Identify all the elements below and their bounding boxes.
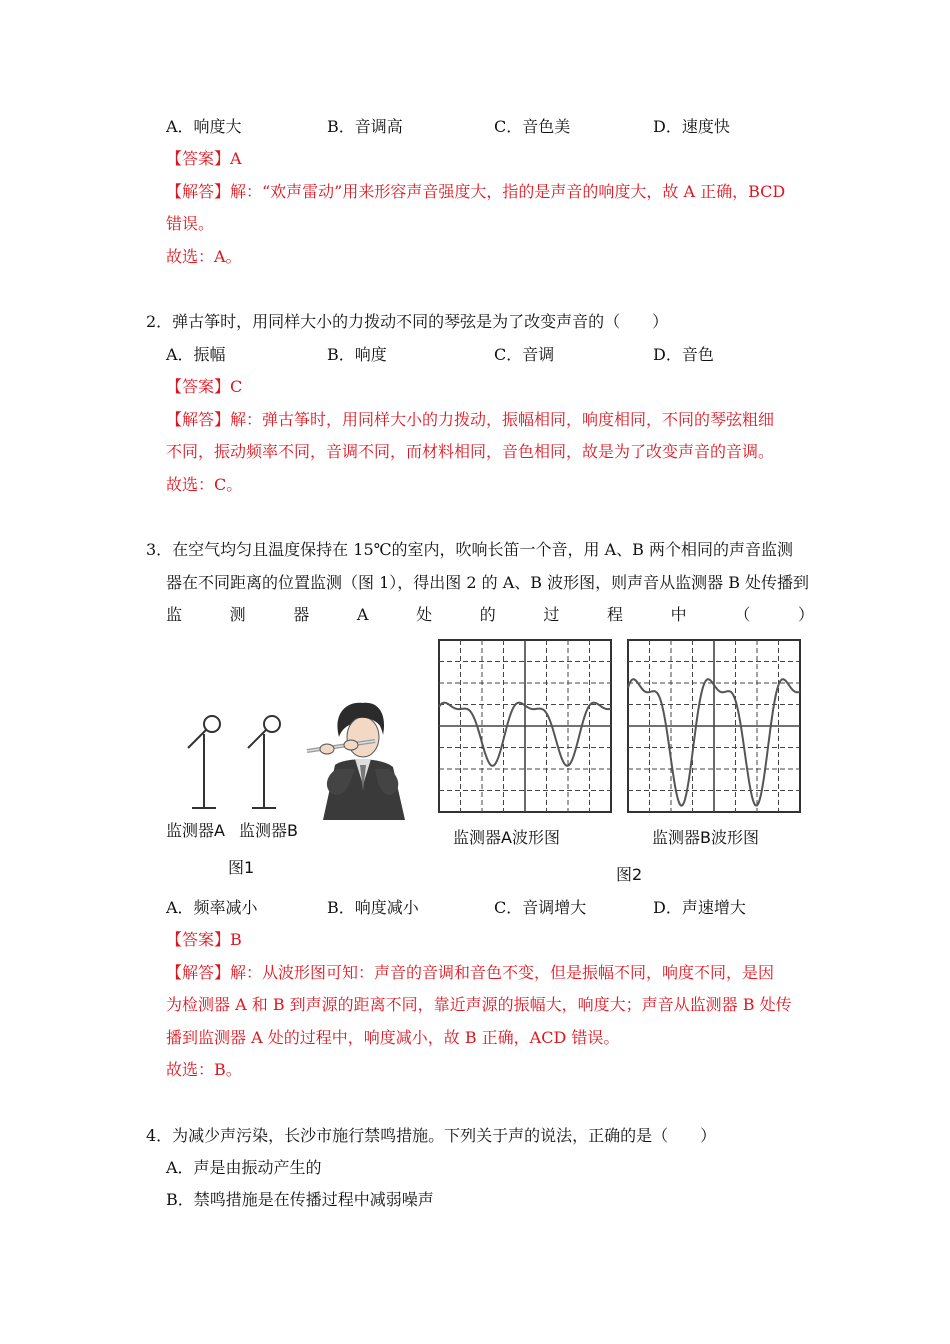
q2-option-d: D．音色	[653, 345, 714, 364]
q3-option-a: A．频率减小	[166, 898, 258, 917]
q2-option-a: A．振幅	[166, 345, 226, 364]
q3-option-d: D．声速增大	[653, 898, 746, 917]
figure2-caption: 图2	[616, 865, 643, 884]
waveform-a-panel	[437, 638, 613, 814]
q3-stem-char: 处	[416, 605, 433, 624]
q4-option-b: B．禁鸣措施是在传播过程中减弱噪声	[166, 1190, 434, 1209]
q3-stem-char: 器	[293, 605, 310, 624]
q2-choice: 故选：C。	[166, 475, 243, 494]
q3-stem-char: 程	[607, 605, 624, 624]
q4-option-a: A．声是由振动产生的	[166, 1158, 322, 1177]
q3-choice: 故选：B。	[166, 1060, 242, 1079]
q3-explanation-line3: 播到监测器 A 处的过程中，响度减小，故 B 正确，ACD 错误。	[166, 1028, 620, 1047]
q1-answer: 【答案】A	[166, 149, 242, 168]
figure1-caption: 图1	[228, 858, 255, 877]
q2-explanation-line2: 不同，振动频率不同，音调不同，而材料相同，音色相同，故是为了改变声音的音调。	[166, 442, 775, 461]
waveform-b-label: 监测器B波形图	[652, 828, 759, 847]
q3-stem-char: 监	[166, 605, 183, 624]
q3-stem-line1: 3．在空气均匀且温度保持在 15℃的室内，吹响长笛一个音，用 A、B 两个相同的声音监测	[146, 540, 794, 559]
q3-stem-char: 过	[543, 605, 560, 624]
q1-option-d: D．速度快	[653, 117, 730, 136]
waveform-a-label: 监测器A波形图	[453, 828, 560, 847]
q3-explanation-line2: 为检测器 A 和 B 到声源的距离不同，靠近声源的振幅大，响度大；声音从监测器 B 处传	[166, 995, 792, 1014]
q3-stem-char: A	[356, 605, 369, 624]
q3-stem-char: 测	[229, 605, 246, 624]
q1-explanation-line1: 【解答】解：“欢声雷动”用来形容声音强度大，指的是声音的响度大，故 A 正确，BCD	[166, 182, 786, 201]
q3-option-b: B．响度减小	[327, 898, 419, 917]
q2-option-c: C．音调	[494, 345, 555, 364]
q3-stem-line2: 器在不同距离的位置监测（图 1），得出图 2 的 A、B 波形图，则声音从监测器 B 处传播到	[166, 573, 810, 592]
q3-stem-char: （	[734, 605, 751, 624]
q4-stem: 4．为减少声污染，长沙市施行禁鸣措施。下列关于声的说法，正确的是（ ）	[146, 1126, 717, 1145]
waveform-b-panel	[626, 638, 802, 814]
microphone-a-label: 监测器A	[166, 821, 225, 840]
q1-explanation-line2: 错误。	[166, 214, 215, 233]
flute-player-illustration	[305, 695, 420, 820]
q3-stem-char: 中	[670, 605, 687, 624]
q3-stem-char: ）	[797, 605, 814, 624]
microphone-b-label: 监测器B	[239, 821, 298, 840]
q3-option-c: C．音调增大	[494, 898, 587, 917]
q2-explanation-line1: 【解答】解：弹古筝时，用同样大小的力拨动，振幅相同，响度相同，不同的琴弦粗细	[166, 410, 775, 429]
q3-answer: 【答案】B	[166, 930, 242, 949]
q1-choice: 故选：A。	[166, 247, 242, 266]
microphone-stands-illustration	[180, 712, 300, 812]
q2-answer: 【答案】C	[166, 377, 243, 396]
q3-stem-line3	[166, 604, 814, 626]
q1-option-a: A．响度大	[166, 117, 242, 136]
q1-option-c: C．音色美	[494, 117, 571, 136]
q2-stem: 2．弹古筝时，用同样大小的力拨动不同的琴弦是为了改变声音的（ ）	[146, 312, 669, 331]
q3-stem-char: 的	[479, 605, 496, 624]
q3-explanation-line1: 【解答】解：从波形图可知：声音的音调和音色不变，但是振幅不同，响度不同，是因	[166, 963, 775, 982]
q1-option-b: B．音调高	[327, 117, 403, 136]
q2-option-b: B．响度	[327, 345, 387, 364]
